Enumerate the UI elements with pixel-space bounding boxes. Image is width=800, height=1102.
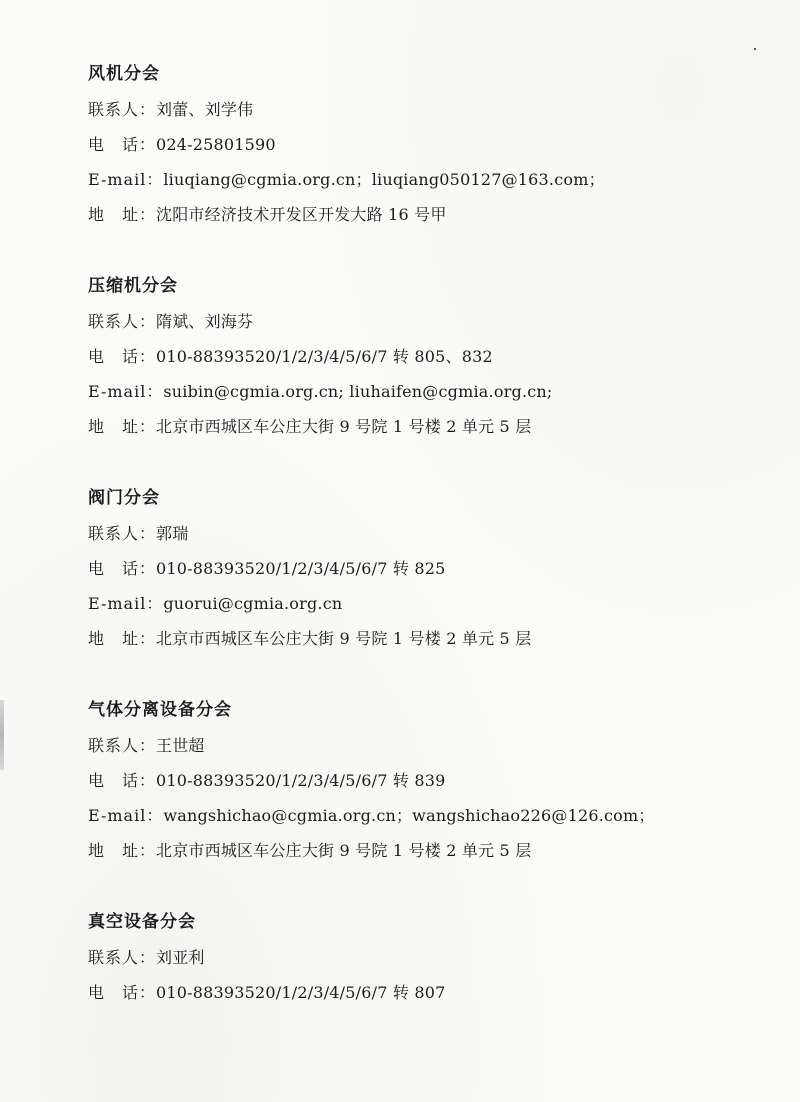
contact-label: 联系人：	[88, 736, 157, 755]
contact-value: 郭瑞	[156, 524, 189, 543]
section-valve-branch	[88, 484, 800, 656]
address-value: 北京市西城区车公庄大街 9 号院 1 号楼 2 单元 5 层	[156, 841, 532, 860]
section-compressor-branch	[88, 272, 800, 444]
contact-value: 隋斌、刘海芬	[156, 312, 254, 331]
contact-label: 联系人：	[88, 948, 157, 967]
email-value: liuqiang@cgmia.org.cn；liuqiang050127@163.com；	[163, 170, 605, 189]
phone-row	[88, 551, 800, 586]
address-row	[88, 833, 800, 868]
contact-value: 刘蕾、刘学伟	[156, 100, 254, 119]
address-label: 地 址：	[88, 417, 157, 436]
contact-row	[88, 92, 800, 127]
phone-value: 010-88393520/1/2/3/4/5/6/7 转 807	[156, 983, 446, 1002]
phone-row	[88, 127, 800, 162]
phone-label: 电 话：	[88, 347, 157, 366]
phone-value: 010-88393520/1/2/3/4/5/6/7 转 805、832	[156, 347, 493, 366]
contact-label: 联系人：	[88, 100, 157, 119]
section-title: 风机分会	[88, 64, 160, 84]
section-gas-separation-branch	[88, 696, 800, 868]
email-value: wangshichao@cgmia.org.cn；wangshichao226@126.com；	[163, 806, 655, 825]
section-title: 压缩机分会	[88, 276, 178, 296]
section-title: 真空设备分会	[88, 912, 196, 932]
email-label: E-mail：	[88, 170, 164, 189]
email-row	[88, 798, 800, 833]
phone-label: 电 话：	[88, 559, 157, 578]
phone-row	[88, 339, 800, 374]
contact-row	[88, 516, 800, 551]
address-label: 地 址：	[88, 629, 157, 648]
section-title: 阀门分会	[88, 488, 160, 508]
email-row	[88, 162, 800, 197]
scan-speck	[754, 48, 756, 50]
email-row	[88, 586, 800, 621]
address-row	[88, 621, 800, 656]
address-label: 地 址：	[88, 205, 157, 224]
address-row	[88, 409, 800, 444]
phone-row	[88, 763, 800, 798]
contact-label: 联系人：	[88, 524, 157, 543]
section-vacuum-equipment-branch	[88, 908, 800, 1010]
email-row	[88, 374, 800, 409]
section-title: 气体分离设备分会	[88, 700, 232, 720]
phone-label: 电 话：	[88, 983, 157, 1002]
address-label: 地 址：	[88, 841, 157, 860]
address-row	[88, 197, 800, 232]
email-value: suibin@cgmia.org.cn; liuhaifen@cgmia.org.cn;	[163, 382, 553, 401]
phone-value: 010-88393520/1/2/3/4/5/6/7 转 839	[156, 771, 446, 790]
contact-value: 王世超	[156, 736, 205, 755]
phone-label: 电 话：	[88, 135, 157, 154]
address-value: 沈阳市经济技术开发区开发大路 16 号甲	[156, 205, 447, 224]
contact-label: 联系人：	[88, 312, 157, 331]
address-value: 北京市西城区车公庄大街 9 号院 1 号楼 2 单元 5 层	[156, 629, 532, 648]
contact-row	[88, 728, 800, 763]
section-fan-branch	[88, 60, 800, 232]
phone-value: 010-88393520/1/2/3/4/5/6/7 转 825	[156, 559, 446, 578]
contact-row	[88, 940, 800, 975]
scan-edge-shadow	[0, 700, 4, 770]
email-value: guorui@cgmia.org.cn	[163, 594, 343, 613]
email-label: E-mail：	[88, 382, 164, 401]
email-label: E-mail：	[88, 594, 164, 613]
phone-label: 电 话：	[88, 771, 157, 790]
email-label: E-mail：	[88, 806, 164, 825]
contact-row	[88, 304, 800, 339]
phone-row	[88, 975, 800, 1010]
contact-value: 刘亚利	[156, 948, 205, 967]
phone-value: 024-25801590	[156, 135, 276, 154]
address-value: 北京市西城区车公庄大街 9 号院 1 号楼 2 单元 5 层	[156, 417, 532, 436]
